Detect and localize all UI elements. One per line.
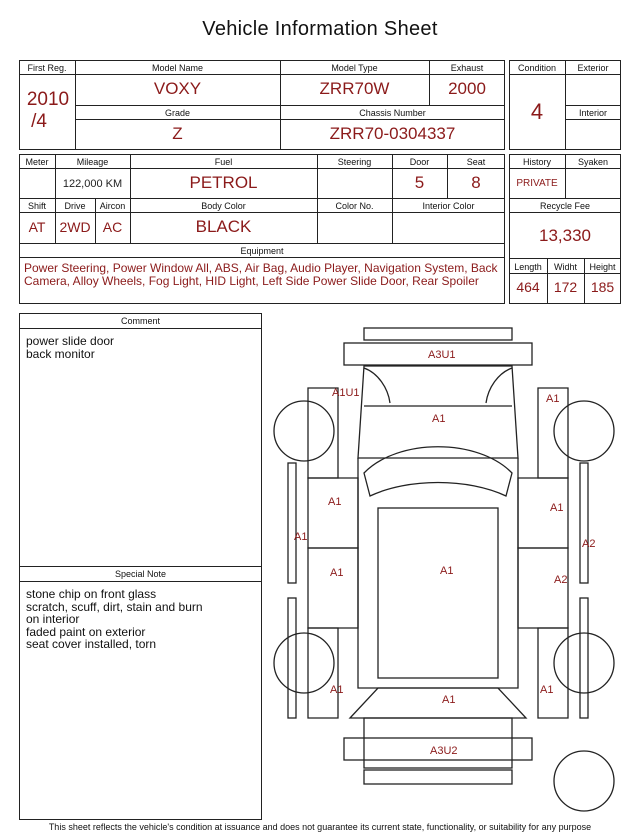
damage-rear-bumper: A3U2 bbox=[430, 745, 458, 757]
exhaust-label: Exhaust bbox=[450, 63, 484, 73]
special-note-line: faded paint on exterior bbox=[26, 624, 146, 639]
first-reg-month: /4 bbox=[31, 111, 47, 132]
condition-value: 4 bbox=[530, 99, 544, 124]
history-value: PRIVATE bbox=[516, 178, 558, 189]
mileage-value: 122,000 KM bbox=[62, 178, 123, 190]
door-value: 5 bbox=[414, 173, 425, 192]
left-front-door-shape bbox=[308, 478, 358, 548]
left-rear-quarter-shape bbox=[308, 628, 338, 718]
disclaimer-footer: This sheet reflects the vehicle's condition at issuance and does not guarantee its current state, functionality, or suitability for any purpose bbox=[48, 822, 592, 832]
shift-label: Shift bbox=[27, 201, 46, 211]
right-headlight-shape bbox=[486, 368, 512, 403]
comment-label: Comment bbox=[120, 316, 160, 326]
first-reg-year: 2010 bbox=[26, 89, 70, 110]
hood-shape bbox=[358, 366, 518, 458]
model-type-value: ZRR70W bbox=[319, 79, 390, 98]
special-note-line: seat cover installed, torn bbox=[26, 637, 157, 651]
special-note-line: stone chip on front glass bbox=[26, 587, 157, 601]
grade-value: Z bbox=[172, 124, 183, 143]
left-headlight-shape bbox=[364, 368, 390, 403]
comment-line: back monitor bbox=[26, 346, 95, 361]
damage-right-front-door: A1 bbox=[550, 502, 564, 514]
meter-label: Meter bbox=[25, 157, 49, 167]
damage-left-pillar: A1 bbox=[294, 531, 308, 543]
recycle-fee-value: 13,330 bbox=[539, 226, 591, 245]
left-step-shape bbox=[288, 598, 296, 718]
aircon-value: AC bbox=[102, 219, 123, 235]
equipment-label: Equipment bbox=[240, 246, 284, 256]
model-name-value: VOXY bbox=[153, 79, 202, 98]
damage-front-left-fender: A1U1 bbox=[332, 387, 360, 399]
roof-shape bbox=[378, 508, 498, 678]
width-label: Widht bbox=[553, 262, 577, 272]
height-value: 185 bbox=[590, 279, 615, 295]
page-title: Vehicle Information Sheet bbox=[202, 18, 438, 40]
comment-text bbox=[26, 335, 258, 360]
rear-window-shape bbox=[350, 688, 526, 718]
fuel-value: PETROL bbox=[189, 173, 258, 192]
front-bumper-shape bbox=[364, 328, 512, 340]
windshield-shape bbox=[364, 447, 512, 496]
exhaust-value: 2000 bbox=[448, 79, 486, 98]
seat-value: 8 bbox=[471, 173, 481, 192]
spare-wheel-shape bbox=[554, 751, 614, 811]
door-label: Door bbox=[409, 157, 430, 167]
right-step-shape bbox=[580, 598, 588, 718]
right-rear-door-shape bbox=[518, 548, 568, 628]
damage-front-bumper: A3U1 bbox=[428, 349, 456, 361]
right-pillar-shape bbox=[580, 463, 588, 583]
height-label: Height bbox=[589, 262, 616, 272]
left-pillar-shape bbox=[288, 463, 296, 583]
right-rear-wheel-shape bbox=[554, 633, 614, 693]
model-name-label: Model Name bbox=[151, 63, 204, 73]
condition-label: Condition bbox=[517, 63, 557, 73]
damage-left-front-door: A1 bbox=[328, 496, 342, 508]
length-label: Length bbox=[514, 262, 542, 272]
fuel-label: Fuel bbox=[214, 157, 233, 167]
length-value: 464 bbox=[516, 279, 540, 295]
steering-label: Steering bbox=[337, 157, 372, 167]
history-label: History bbox=[522, 157, 551, 167]
cabin-outline bbox=[358, 458, 518, 688]
width-value: 172 bbox=[553, 279, 578, 295]
comment-line: power slide door bbox=[26, 334, 115, 348]
damage-roof: A1 bbox=[440, 565, 454, 577]
equipment-text: Power Steering, Power Window All, ABS, Air Bag, Audio Player, Navigation System, Back Camera, Alloy Wheels, Fog Light, HID Light, Left Side Power Slide Door, Rear Spoiler bbox=[24, 261, 498, 288]
left-rear-wheel-shape bbox=[274, 633, 334, 693]
shift-value: AT bbox=[28, 219, 46, 235]
interior-color-label: Interior Color bbox=[422, 201, 475, 211]
damage-left-rear-quarter: A1 bbox=[330, 684, 344, 696]
body-color-value: BLACK bbox=[195, 217, 252, 236]
damage-trunk: A1 bbox=[442, 694, 456, 706]
grade-label: Grade bbox=[164, 108, 190, 118]
special-note-line: scratch, scuff, dirt, stain and burn bbox=[26, 599, 203, 614]
damage-right-rear-quarter: A1 bbox=[540, 684, 554, 696]
drive-label: Drive bbox=[64, 201, 86, 211]
right-front-wheel-shape bbox=[554, 401, 614, 461]
special-note-text bbox=[26, 588, 258, 651]
body-color-label: Body Color bbox=[201, 201, 246, 211]
damage-hood: A1 bbox=[432, 413, 446, 425]
first-reg-label: First Reg. bbox=[27, 63, 67, 73]
damage-left-rear-door: A1 bbox=[330, 567, 344, 579]
interior-label: Interior bbox=[578, 108, 607, 118]
drive-value: 2WD bbox=[59, 219, 91, 235]
left-front-wheel-shape bbox=[274, 401, 334, 461]
rear-bumper-shape bbox=[364, 770, 512, 784]
color-no-label: Color No. bbox=[335, 201, 374, 211]
chassis-number-label: Chassis Number bbox=[359, 108, 426, 118]
aircon-label: Aircon bbox=[99, 201, 126, 211]
mileage-label: Mileage bbox=[76, 157, 109, 167]
left-rear-door-shape bbox=[308, 548, 358, 628]
special-note-line: on interior bbox=[26, 612, 80, 626]
damage-front-right-fender: A1 bbox=[546, 393, 560, 405]
exterior-label: Exterior bbox=[577, 63, 609, 73]
chassis-number-value: ZRR70-0304337 bbox=[329, 124, 456, 143]
car-damage-diagram bbox=[268, 318, 636, 818]
special-note-label: Special Note bbox=[114, 569, 167, 579]
syaken-label: Syaken bbox=[577, 157, 609, 167]
damage-right-pillar: A2 bbox=[582, 538, 596, 550]
model-type-label: Model Type bbox=[331, 63, 378, 73]
damage-right-rear-door: A2 bbox=[554, 574, 568, 586]
seat-label: Seat bbox=[466, 157, 486, 167]
recycle-fee-label: Recycle Fee bbox=[539, 201, 591, 211]
